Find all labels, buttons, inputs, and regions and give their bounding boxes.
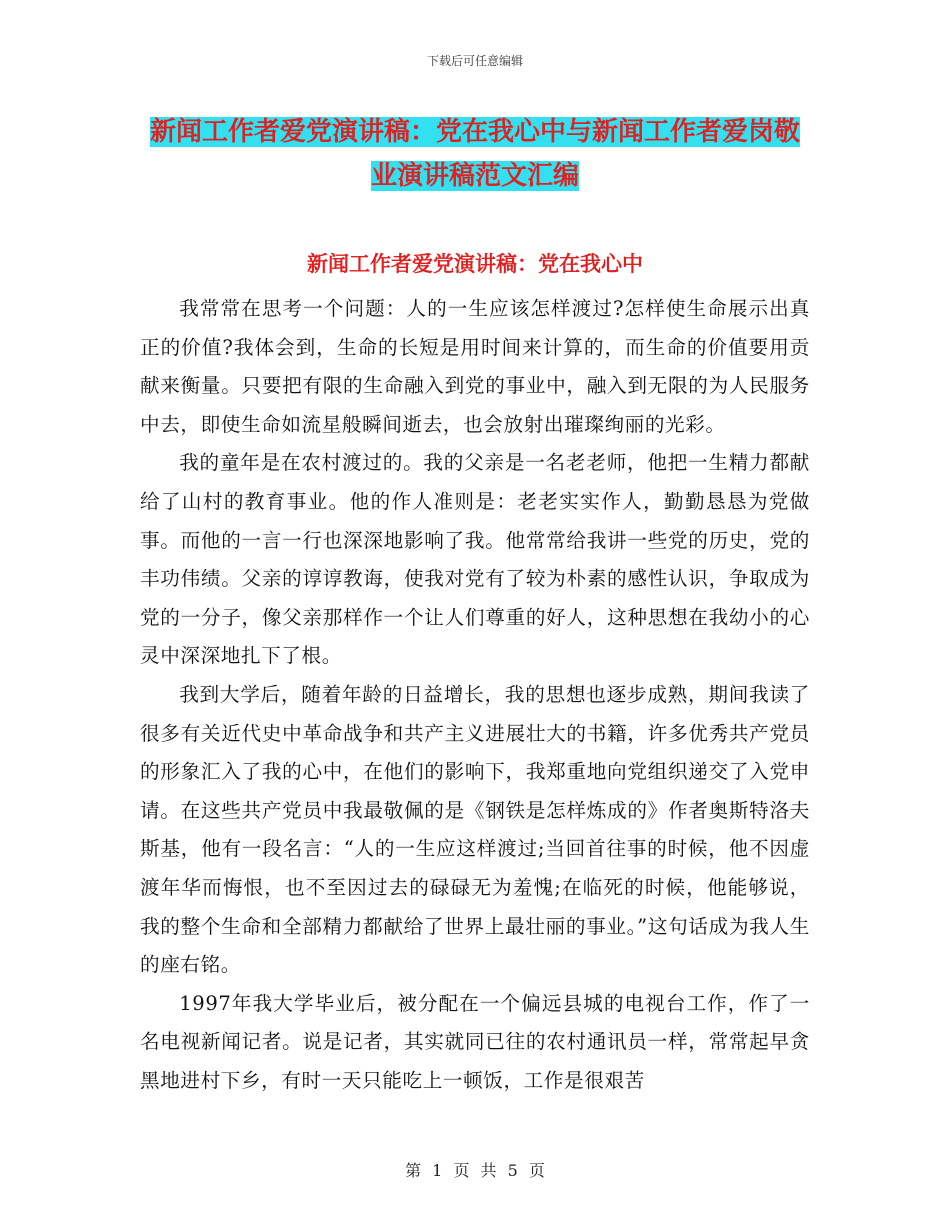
document-title	[140, 110, 810, 198]
paragraph-2: 我的童年是在农村渡过的。我的父亲是一名老老师，他把一生精力都献给了山村的教育事业。他的作人准则是：老老实实作人，勤勤恳恳为党做事。而他的一言一行也深深地影响了我。他常常给我讲一些党的历史，党的丰功伟绩。父亲的谆谆教诲，使我对党有了较为朴素的感性认识，争取成为党的一分子，像父亲那样作一个让人们尊重的好人，这种思想在我幼小的心灵中深深地扎下了根。	[140, 451, 810, 668]
paragraph-3: 我到大学后，随着年龄的日益增长，我的思想也逐步成熟，期间我读了很多有关近代史中革命战争和共产主义进展壮大的书籍，许多优秀共产党员的形象汇入了我的心中，在他们的影响下，我郑重地向党组织递交了入党申请。在这些共产党员中我最敬佩的是《钢铁是怎样炼成的》作者奥斯特洛夫斯基，他有一段名言：“人的一生应这样渡过;当回首往事的时候，他不因虚渡年华而悔恨，也不至因过去的碌碌无为羞愧;在临死的时候，他能够说，我的整个生命和全部精力都献给了世界上最壮丽的事业。”这句话成为我人生的座右铭。	[140, 682, 810, 977]
document-title-text: 新闻工作者爱党演讲稿：党在我心中与新闻工作者爱岗敬业演讲稿范文汇编	[149, 117, 800, 191]
body-text	[140, 290, 810, 1100]
section-title: 新闻工作者爱党演讲稿：党在我心中	[307, 251, 643, 276]
paragraph-4: 1997年我大学毕业后，被分配在一个偏远县城的电视台工作，作了一名电视新闻记者。说是记者，其实就同已往的农村通讯员一样，常常起早贪黑地进村下乡，有时一天只能吃上一顿饭，工作是很艰苦	[140, 991, 810, 1092]
paragraph-1: 我常常在思考一个问题：人的一生应该怎样渡过?怎样使生命展示出真正的价值?我体会到，生命的长短是用时间来计算的，而生命的价值要用贡献来衡量。只要把有限的生命融入到党的事业中，融入到无限的为人民服务中去，即使生命如流星般瞬间逝去，也会放射出璀璨绚丽的光彩。	[140, 297, 810, 436]
page-number: 第 1 页 共 5 页	[405, 1161, 545, 1180]
page-header-note: 下载后可任意编辑	[426, 54, 523, 68]
